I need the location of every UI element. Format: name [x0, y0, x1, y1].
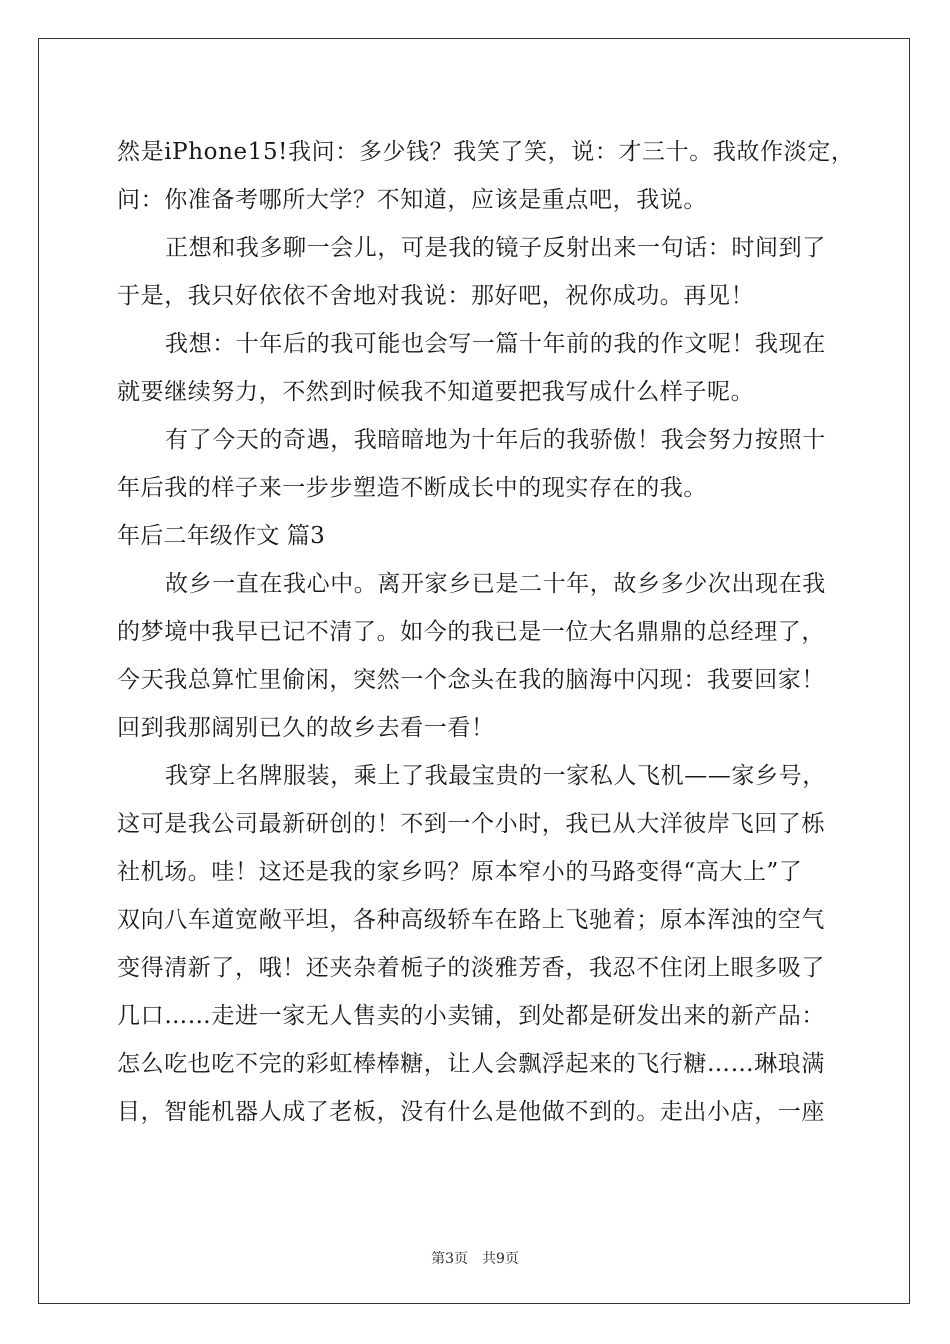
page-number: 第3页 — [431, 1251, 468, 1267]
text-line: 就要继续努力，不然到时候我不知道要把我写成什么样子呢。 — [117, 379, 755, 405]
text-line: 今天我总算忙里偷闲，突然一个念头在我的脑海中闪现：我要回家！ — [117, 667, 825, 693]
text-line: 社机场。哇！这还是我的家乡吗？原本窄小的马路变得“高大上”了 — [117, 859, 803, 885]
page-total: 共9页 — [482, 1251, 519, 1267]
text-line: 双向八车道宽敞平坦，各种高级轿车在路上飞驰着；原本浑浊的空气 — [117, 907, 825, 933]
text-line: 我穿上名牌服装，乘上了我最宝贵的一家私人飞机——家乡号， — [165, 763, 826, 789]
page-footer — [0, 1248, 950, 1268]
section-heading: 年后二年级作文 篇3 — [117, 523, 325, 549]
text-line: 目，智能机器人成了老板，没有什么是他做不到的。走出小店，一座 — [117, 1099, 825, 1125]
text-line: 怎么吃也吃不完的彩虹棒棒糖，让人会飘浮起来的飞行糖……琳琅满 — [117, 1051, 825, 1077]
text-line: 我想：十年后的我可能也会写一篇十年前的我的作文呢！我现在 — [165, 331, 826, 357]
text-line: 于是，我只好依依不舍地对我说：那好吧，祝你成功。再见！ — [117, 283, 755, 309]
text-line: 问：你准备考哪所大学？不知道，应该是重点吧，我说。 — [117, 187, 707, 213]
text-line: 这可是我公司最新研创的！不到一个小时，我已从大洋彼岸飞回了栎 — [117, 811, 825, 837]
text-line: 的梦境中我早已记不清了。如今的我已是一位大名鼎鼎的总经理了， — [117, 619, 825, 645]
text-line: 有了今天的奇遇，我暗暗地为十年后的我骄傲！我会努力按照十 — [165, 427, 826, 453]
document-body — [117, 128, 855, 1136]
text-line: 故乡一直在我心中。离开家乡已是二十年，故乡多少次出现在我 — [165, 571, 826, 597]
text-line: 变得清新了，哦！还夹杂着栀子的淡雅芳香，我忍不住闭上眼多吸了 — [117, 955, 825, 981]
text-line: 回到我那阔别已久的故乡去看一看！ — [117, 715, 495, 741]
text-line: 几口……走进一家无人售卖的小卖铺，到处都是研发出来的新产品： — [117, 1003, 825, 1029]
text-line: 正想和我多聊一会儿，可是我的镜子反射出来一句话：时间到了 — [165, 235, 826, 261]
text-line: 年后我的样子来一步步塑造不断成长中的现实存在的我。 — [117, 475, 707, 501]
text-line: 然是iPhone15!我问：多少钱？我笑了笑，说：才三十。我故作淡定， — [117, 139, 855, 165]
